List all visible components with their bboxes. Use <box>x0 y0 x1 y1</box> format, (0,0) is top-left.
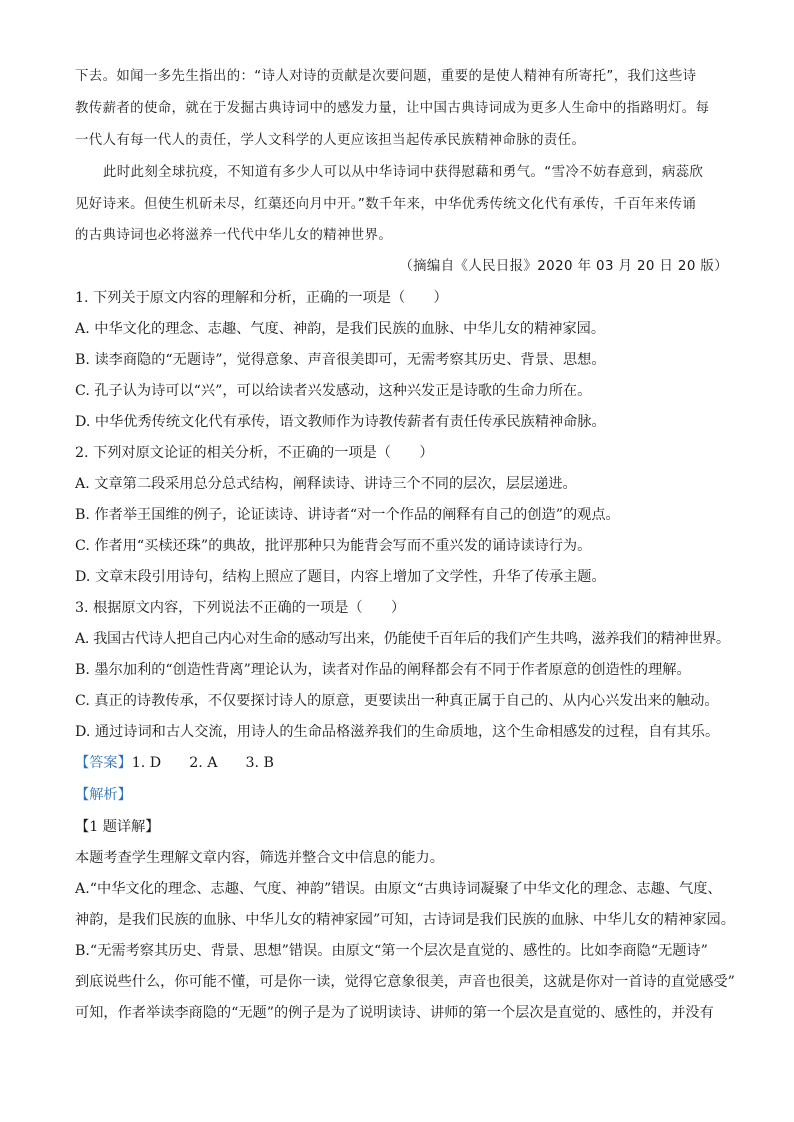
answer-item: 3. B <box>245 755 274 771</box>
question-option: D. 文章末段引用诗句，结构上照应了题目，内容上增加了文学性，升华了传承主题。 <box>75 569 606 585</box>
question-stem: 1. 下列关于原文内容的理解和分析，正确的一项是（ ） <box>75 290 448 306</box>
answer-line <box>75 754 725 772</box>
passage-line: 下去。如闻一多先生指出的：“诗人对诗的贡献是次要问题，重要的是使人精神有所寄托”，我们这些诗 <box>75 69 697 84</box>
passage-source: （摘编自《人民日报》2020 年 03 月 20 日 20 版） <box>399 259 728 274</box>
question-option: A. 文章第二段采用总分总式结构，阐释读诗、讲诗三个不同的层次，层层递进。 <box>75 476 577 492</box>
answer-tag: 【答案】 <box>75 755 132 771</box>
passage-line: 的古典诗词也必将滋养一代代中华儿女的精神世界。 <box>75 228 393 243</box>
question-option: B. 作者举王国维的例子，论证读诗、讲诗者“对一个作品的阐释有自己的创造”的观点。 <box>75 507 620 523</box>
question-option: D. 中华优秀传统文化代有承传，语文教师作为诗教传薪者有责任传承民族精神命脉。 <box>75 414 606 430</box>
question-option: C. 孔子认为诗可以“兴”，可以给读者兴发感动，这种兴发正是诗歌的生命力所在。 <box>75 383 592 399</box>
question-option: D. 通过诗词和古人交流，用诗人的生命品格滋养我们的生命质地，这个生命相感发的过程，自有其乐。 <box>75 724 720 740</box>
passage-line: 此时此刻全球抗疫，不知道有多少人可以从中华诗词中获得慰藉和勇气。“雪冷不妨春意到，病蕊欣 <box>103 165 704 180</box>
answer-item: 1. D <box>131 755 162 771</box>
question-stem: 2. 下列对原文论证的相关分析，不正确的一项是（ ） <box>75 445 434 461</box>
question-option: C. 作者用“买椟还珠”的典故，批评那种只为能背会写而不重兴发的诵诗读诗行为。 <box>75 538 592 554</box>
question-option: A. 我国古代诗人把自己内心对生命的感动写出来，仍能使千百年后的我们产生共鸣，滋养我们的精神世界。 <box>75 631 730 647</box>
question-option: B. 读李商隐的“无题诗”，觉得意象、声音很美即可，无需考察其历史、背景、思想。 <box>75 352 606 368</box>
question-option: B. 墨尔加利的“创造性背离”理论认为，读者对作品的阐释都会有不同于作者原意的创造性的理解。 <box>75 662 691 678</box>
question-option: C. 真正的诗教传承，不仅要探讨诗人的原意，更要读出一种真正属于自己的、从内心兴发出来的触动。 <box>75 693 719 709</box>
passage-line: 一代人有每一代人的责任，学人文科学的人更应该担当起传承民族精神命脉的责任。 <box>75 133 586 148</box>
analysis-tag: 【解析】 <box>75 787 132 803</box>
question-stem: 3. 根据原文内容，下列说法不正确的一项是（ ） <box>75 600 406 616</box>
detail-heading: 【1 题详解】 <box>75 819 160 835</box>
analysis-line: 神韵，是我们民族的血脉、中华儿女的精神家园”可知，古诗词是我们民族的血脉、中华儿女的精神家园。 <box>75 912 735 928</box>
passage-line: 见好诗来。但使生机斫未尽，红蕖还向月中开。”数千年来，中华优秀传统文化代有承传，千百年来传诵 <box>75 197 697 212</box>
analysis-line: 可知，作者举读李商隐的“无题”的例子是为了说明读诗、讲师的第一个层次是直觉的、感性的，并没有 <box>75 1005 714 1021</box>
analysis-line: B.“无需考察其历史、背景、思想”错误。由原文“第一个层次是直觉的、感性的。比如李商隐“无题诗” <box>75 943 708 959</box>
analysis-line: A.“中华文化的理念、志趣、气度、神韵”错误。由原文“古典诗词凝聚了中华文化的理念、志趣、气度、 <box>75 881 722 897</box>
analysis-line: 本题考查学生理解文章内容，筛选并整合文中信息的能力。 <box>75 850 444 866</box>
passage-line: 教传薪者的使命，就在于发掘古典诗词中的感发力量，让中国古典诗词成为更多人生命中的指路明灯。每 <box>75 101 710 116</box>
analysis-line: 到底说些什么，你可能不懂，可是你一读，觉得它意象很美，声音也很美，这就是你对一首诗的直觉感受” <box>75 974 735 990</box>
question-option: A. 中华文化的理念、志趣、气度、神韵，是我们民族的血脉、中华儿女的精神家园。 <box>75 321 606 337</box>
answer-item: 2. A <box>189 755 218 771</box>
